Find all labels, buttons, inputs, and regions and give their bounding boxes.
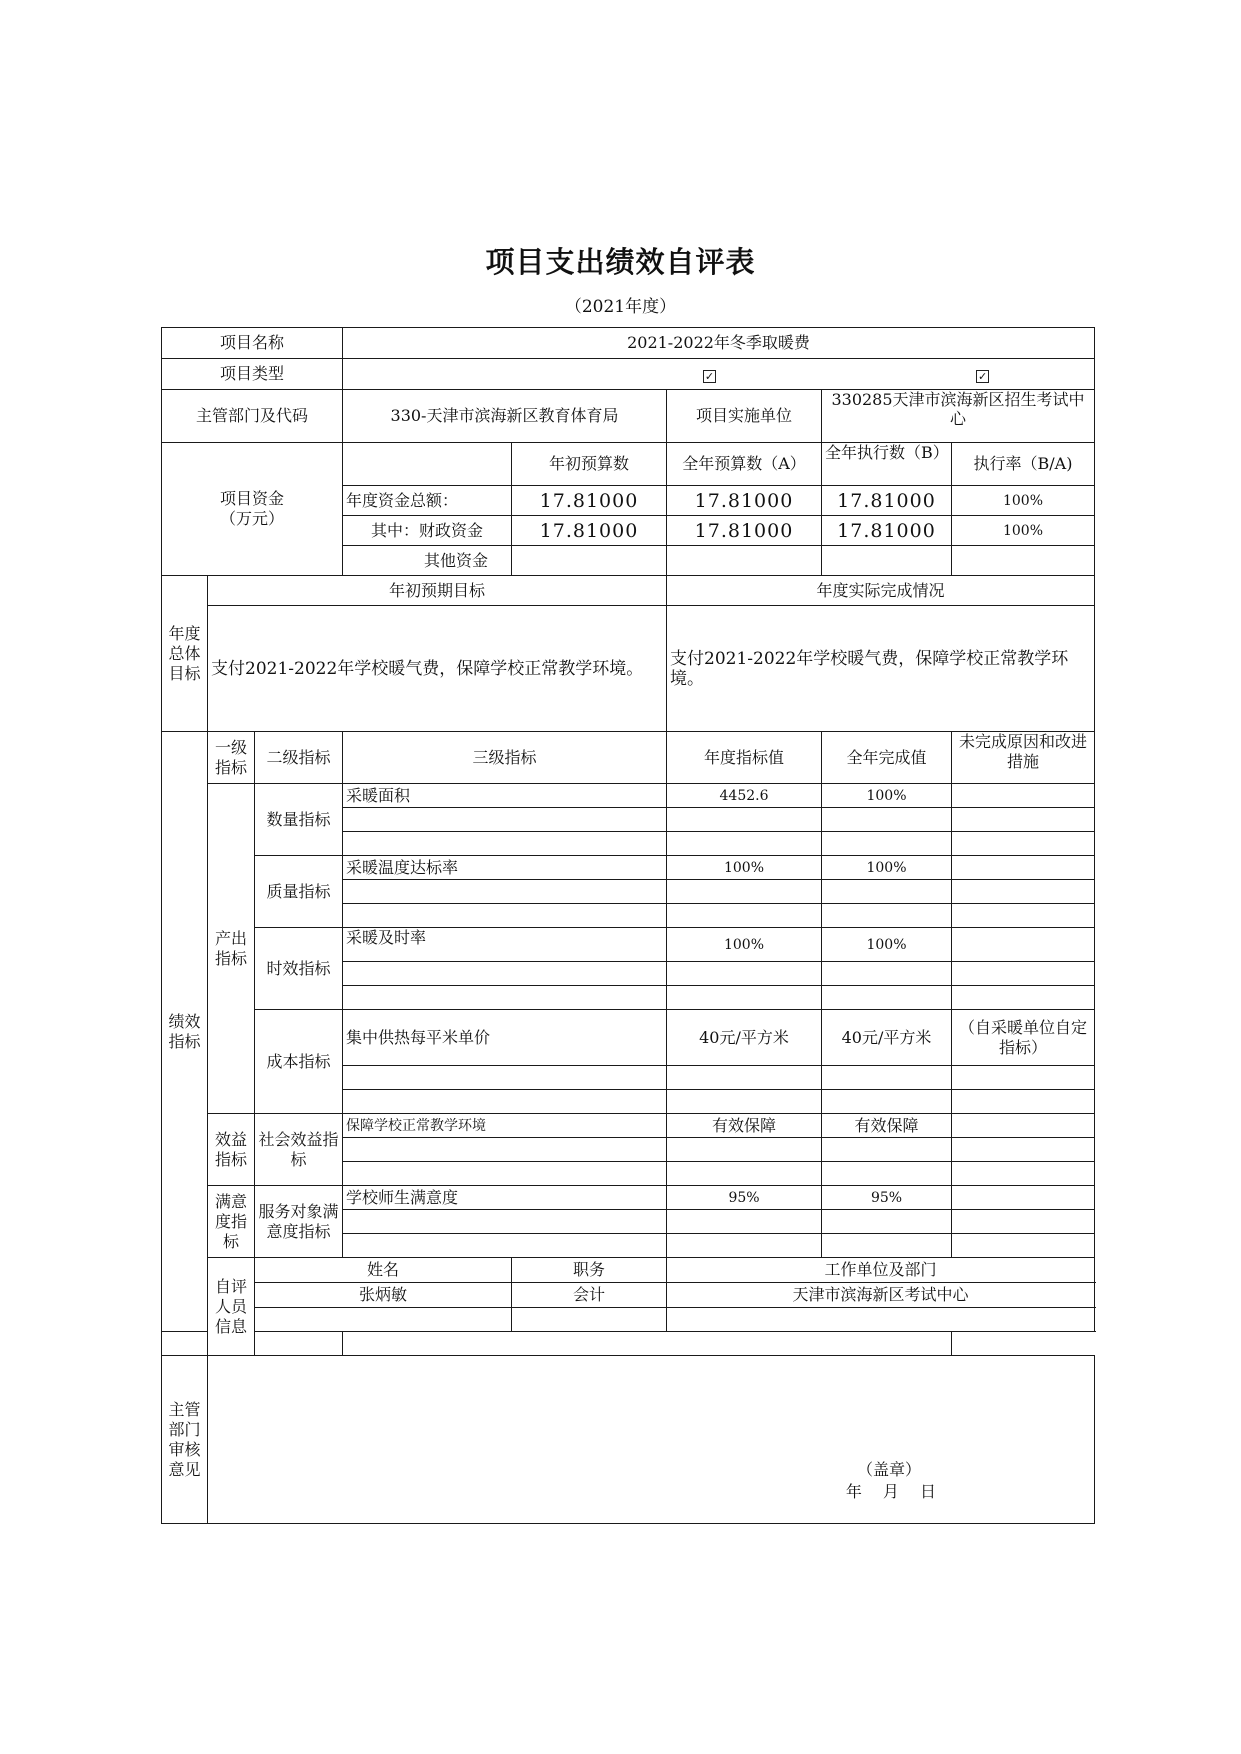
- empty-cell: [343, 962, 667, 986]
- indicators-section-label: 绩效指标: [162, 732, 208, 1332]
- empty-cell: [952, 904, 1095, 928]
- funds-row-total-label: 年度资金总额：: [343, 486, 512, 516]
- service-row-reason: [952, 1186, 1095, 1210]
- empty-cell: [952, 808, 1095, 832]
- empty-cell: [822, 1234, 952, 1258]
- funds-label-line1: 项目资金: [219, 489, 284, 508]
- quantity-label: 数量指标: [255, 784, 343, 856]
- indicator-header-level1: 一级指标: [208, 732, 255, 784]
- timeliness-row-name: 采暖及时率: [343, 928, 667, 962]
- cost-row-reason: （自采暖单位自定指标）: [952, 1010, 1095, 1066]
- empty-cell: [667, 1162, 822, 1186]
- funds-header-blank: [343, 443, 512, 486]
- dept-label: 主管部门及代码: [162, 390, 343, 443]
- funds-fiscal-executed: 17.81000: [822, 516, 952, 546]
- service-row-name: 学校师生满意度: [343, 1186, 667, 1210]
- empty-cell: [822, 1210, 952, 1234]
- funds-header-executed: 全年执行数（B）: [822, 443, 952, 486]
- evaluator-header-position: 职务: [512, 1258, 667, 1283]
- timeliness-row-reason: [952, 928, 1095, 962]
- quality-row-target: 100%: [667, 856, 822, 880]
- review-date: 年 月 日: [845, 1482, 937, 1501]
- performance-table: [161, 327, 1095, 1524]
- timeliness-row-actual: 100%: [822, 928, 952, 962]
- empty-cell: [667, 904, 822, 928]
- evaluator-position: 会计: [512, 1283, 667, 1308]
- empty-cell: [822, 880, 952, 904]
- evaluators-label: 自评人员信息: [208, 1258, 255, 1356]
- project-type-label: 项目类型: [162, 359, 343, 390]
- funds-total-executed: 17.81000: [822, 486, 952, 516]
- funds-other-executed: [822, 546, 952, 576]
- quality-row-name: 采暖温度达标率: [343, 856, 667, 880]
- empty-cell: [343, 1210, 667, 1234]
- empty-cell: [667, 808, 822, 832]
- review-seal: （盖章）: [857, 1460, 922, 1479]
- empty-cell: [343, 1332, 952, 1356]
- goals-label: 年度总体目标: [162, 576, 208, 732]
- service-label: 服务对象满意度指标: [255, 1186, 343, 1258]
- empty-cell: [822, 1138, 952, 1162]
- project-name-value: 2021-2022年冬季取暖费: [343, 328, 1095, 359]
- cost-row-name: 集中供热每平米单价: [343, 1010, 667, 1066]
- empty-cell: [343, 904, 667, 928]
- quantity-row-name: 采暖面积: [343, 784, 667, 808]
- empty-cell: [667, 832, 822, 856]
- cost-row-target: 40元/平方米: [667, 1010, 822, 1066]
- project-type-options: [343, 359, 1095, 390]
- funds-fiscal-annual: 17.81000: [667, 516, 822, 546]
- indicator-header-level2: 二级指标: [255, 732, 343, 784]
- social-row-reason: [952, 1114, 1095, 1138]
- dept-value: 330-天津市滨海新区教育体育局: [343, 390, 667, 443]
- empty-cell: [952, 1066, 1095, 1090]
- indicator-header-actual: 全年完成值: [822, 732, 952, 784]
- empty-cell: [952, 1162, 1095, 1186]
- funds-label-line2: （万元）: [219, 509, 284, 528]
- empty-cell: [822, 1090, 952, 1114]
- impl-unit-label: 项目实施单位: [667, 390, 822, 443]
- quality-label: 质量指标: [255, 856, 343, 928]
- funds-total-annual: 17.81000: [667, 486, 822, 516]
- quantity-row-reason: [952, 784, 1095, 808]
- timeliness-row-target: 100%: [667, 928, 822, 962]
- evaluator-header-unit: 工作单位及部门: [667, 1258, 1095, 1283]
- indicator-header-target: 年度指标值: [667, 732, 822, 784]
- output-indicators-label: 产出指标: [208, 784, 255, 1114]
- cost-row-actual: 40元/平方米: [822, 1010, 952, 1066]
- empty-cell: [952, 1234, 1095, 1258]
- project-name-label: 项目名称: [162, 328, 343, 359]
- empty-cell: [822, 1066, 952, 1090]
- empty-cell: [822, 986, 952, 1010]
- funds-fiscal-rate: 100%: [952, 516, 1095, 546]
- empty-cell: [667, 1138, 822, 1162]
- empty-cell: [667, 1308, 1095, 1332]
- quality-row-actual: 100%: [822, 856, 952, 880]
- timeliness-label: 时效指标: [255, 928, 343, 1010]
- empty-cell: [952, 986, 1095, 1010]
- funds-fiscal-initial: 17.81000: [512, 516, 667, 546]
- empty-cell: [667, 1210, 822, 1234]
- funds-row-fiscal-label: 其中：财政资金: [343, 516, 512, 546]
- social-row-name: 保障学校正常教学环境: [343, 1114, 667, 1138]
- funds-other-rate: [952, 546, 1095, 576]
- goals-actual-header: 年度实际完成情况: [667, 576, 1095, 606]
- empty-cell: [343, 808, 667, 832]
- empty-cell: [667, 962, 822, 986]
- empty-cell: [822, 1162, 952, 1186]
- review-label: 主管部门审核意见: [162, 1356, 208, 1524]
- funds-header-initial: 年初预算数: [512, 443, 667, 486]
- funds-row-other-label: 其他资金: [343, 546, 512, 576]
- empty-cell: [343, 1090, 667, 1114]
- funds-header-rate: 执行率（B/A): [952, 443, 1095, 486]
- service-row-target: 95%: [667, 1186, 822, 1210]
- empty-cell: [952, 880, 1095, 904]
- empty-cell: [667, 1090, 822, 1114]
- social-label: 社会效益指标: [255, 1114, 343, 1186]
- social-row-target: 有效保障: [667, 1114, 822, 1138]
- empty-cell: [667, 986, 822, 1010]
- funds-label: [162, 443, 343, 576]
- empty-cell: [822, 808, 952, 832]
- indicator-header-level3: 三级指标: [343, 732, 667, 784]
- social-row-actual: 有效保障: [822, 1114, 952, 1138]
- form-title: 项目支出绩效自评表: [485, 245, 756, 279]
- empty-cell: [822, 962, 952, 986]
- quality-row-reason: [952, 856, 1095, 880]
- empty-cell: [255, 1308, 512, 1332]
- quantity-row-target: 4452.6: [667, 784, 822, 808]
- review-content: [208, 1356, 1095, 1524]
- empty-cell: [343, 1234, 667, 1258]
- empty-cell: [343, 832, 667, 856]
- empty-cell: [822, 832, 952, 856]
- empty-cell: [667, 1066, 822, 1090]
- empty-cell: [343, 1066, 667, 1090]
- quantity-row-actual: 100%: [822, 784, 952, 808]
- goals-expected-text: 支付2021-2022年学校暖气费，保障学校正常教学环境。: [208, 606, 667, 732]
- empty-cell: [512, 1308, 667, 1332]
- satisfaction-indicators-label: 满意度指标: [208, 1186, 255, 1258]
- empty-cell: [952, 1090, 1095, 1114]
- indicator-header-reason: 未完成原因和改进措施: [952, 732, 1095, 784]
- funds-total-rate: 100%: [952, 486, 1095, 516]
- empty-cell: [343, 880, 667, 904]
- empty-cell: [343, 1162, 667, 1186]
- empty-cell: [952, 832, 1095, 856]
- goals-actual-text: 支付2021-2022年学校暖气费，保障学校正常教学环境。: [667, 606, 1095, 732]
- funds-other-initial: [512, 546, 667, 576]
- evaluator-header-name: 姓名: [255, 1258, 512, 1283]
- empty-cell: [667, 880, 822, 904]
- funds-total-initial: 17.81000: [512, 486, 667, 516]
- empty-cell: [952, 1210, 1095, 1234]
- benefit-indicators-label: 效益指标: [208, 1114, 255, 1186]
- empty-cell: [255, 1332, 343, 1356]
- empty-cell: [343, 986, 667, 1010]
- empty-cell: [952, 962, 1095, 986]
- impl-unit-value: 330285天津市滨海新区招生考试中心: [822, 390, 1095, 443]
- project-type-checkbox-2[interactable]: ✓: [978, 370, 988, 383]
- goals-expected-header: 年初预期目标: [208, 576, 667, 606]
- empty-cell: [667, 1234, 822, 1258]
- form-subtitle: （2021年度）: [564, 297, 677, 317]
- evaluator-name: 张炳敏: [255, 1283, 512, 1308]
- funds-other-annual: [667, 546, 822, 576]
- project-type-checkbox-1[interactable]: ✓: [704, 370, 715, 383]
- service-row-actual: 95%: [822, 1186, 952, 1210]
- funds-header-annual: 全年预算数（A）: [667, 443, 822, 486]
- empty-cell: [822, 904, 952, 928]
- evaluator-unit: 天津市滨海新区考试中心: [667, 1283, 1095, 1308]
- empty-cell: [343, 1138, 667, 1162]
- empty-cell: [952, 1138, 1095, 1162]
- cost-label: 成本指标: [255, 1010, 343, 1114]
